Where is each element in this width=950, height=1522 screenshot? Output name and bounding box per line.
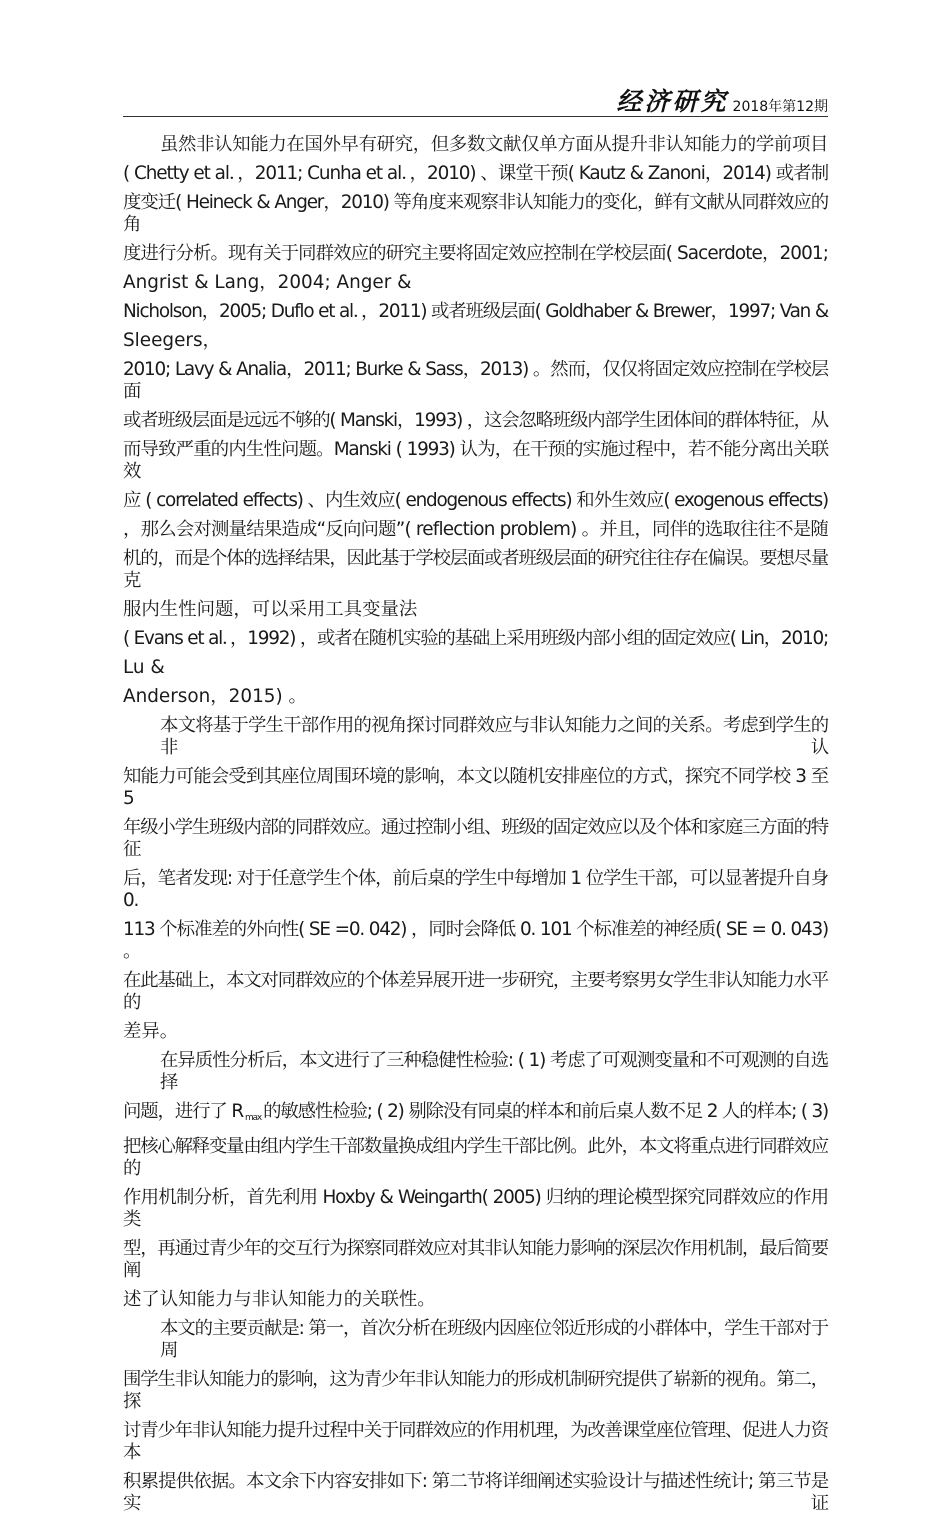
running-header	[617, 88, 828, 116]
text-segment: 的敏感性检验; ( 2) 剔除没有同桌的样本和前后桌人数不足 2 人的样本; ( 3)	[262, 1101, 829, 1122]
article-body	[123, 134, 828, 1522]
text-line: Anderson，2015) 。	[123, 686, 307, 707]
text-line: ( Evans et al．，1992) ，或者在随机实验的基础上采用班级内部小组的固定效应( Lin，2010;	[123, 628, 828, 649]
subscript: max	[244, 1113, 261, 1123]
text-line: 作用机制分析，首先利用 Hoxby & Weingarth( 2005) 归纳的理论模型探究同群效应的作用类	[123, 1187, 828, 1230]
text-line: 积累提供依据。本文余下内容安排如下: 第二节将详细阐述实验设计与描述性统计; 第三节是实证	[123, 1471, 828, 1514]
text-line: 述了认知能力与非认知能力的关联性。	[123, 1289, 436, 1310]
text-line: 2010; Lavy & Analia，2011; Burke & Sass，2013) 。然而，仅仅将固定效应控制在学校层面	[123, 359, 828, 402]
text-line: 年级小学生班级内部的同群效应。通过控制小组、班级的固定效应以及个体和家庭三方面的特征	[123, 817, 828, 860]
text-line: 在此基础上，本文对同群效应的个体差异展开进一步研究，主要考察男女学生非认知能力水平的	[123, 970, 828, 1013]
text-line: 虽然非认知能力在国外早有研究，但多数文献仅单方面从提升非认知能力的学前项目	[160, 134, 828, 155]
text-line: 度变迁( Heineck & Anger，2010) 等角度来观察非认知能力的变化，鲜有文献从同群效应的角	[123, 192, 828, 235]
text-line: 知能力可能会受到其座位周围环境的影响，本文以随机安排座位的方式，探究不同学校 3 至 5	[123, 766, 828, 809]
header-rule	[123, 116, 828, 117]
text-line: 本文将基于学生干部作用的视角探讨同群效应与非认知能力之间的关系。考虑到学生的非认	[160, 715, 828, 758]
text-line	[123, 1101, 828, 1129]
text-line: 113 个标准差的外向性( SE =0. 042) ，同时会降低 0. 101 个标准差的神经质( SE = 0. 043) 。	[123, 919, 828, 962]
paragraph	[123, 1050, 828, 1311]
text-line: Angrist & Lang，2004; Anger &	[123, 272, 412, 293]
text-line: ，那么会对测量结果造成“反向问题”( reflection problem) 。并且，同伴的选取往往不是随	[123, 519, 828, 540]
text-line: 在异质性分析后，本文进行了三种稳健性检验: ( 1) 考虑了可观测变量和不可观测的自选择	[160, 1050, 828, 1093]
paragraph	[123, 1318, 828, 1515]
text-line: Lu &	[123, 657, 165, 678]
text-line: 度进行分析。现有关于同群效应的研究主要将固定效应控制在学校层面( Sacerdote，2001;	[123, 243, 828, 264]
text-line: Sleegers，	[123, 330, 221, 351]
text-line: ( Chetty et al．，2011; Cunha et al．，2010) 、课堂干预( Kautz & Zanoni，2014) 或者制	[123, 163, 828, 184]
text-segment: 问题，进行了 R	[123, 1101, 243, 1122]
text-line: 而导致严重的内生性问题。Manski ( 1993) 认为，在干预的实施过程中，若不能分离出关联效	[123, 439, 828, 482]
text-line: 服内生性问题，可以采用工具变量法	[123, 599, 418, 620]
text-line: 或者班级层面是远远不够的( Manski，1993) ，这会忽略班级内部学生团体间的群体特征，从	[123, 410, 828, 431]
text-line: 型，再通过青少年的交互行为探察同群效应对其非认知能力影响的深层次作用机制，最后简要阐	[123, 1238, 828, 1281]
text-line: 把核心解释变量由组内学生干部数量换成组内学生干部比例。此外，本文将重点进行同群效应的	[123, 1136, 828, 1179]
text-line: 差异。	[123, 1021, 179, 1042]
journal-logo: 经济研究	[616, 87, 729, 116]
text-line: 后，笔者发现: 对于任意学生个体，前后桌的学生中每增加 1 位学生干部，可以显著提升自身 0.	[123, 868, 828, 911]
issue-label: 2018年第12期	[732, 99, 828, 115]
text-line: Nicholson，2005; Duflo et al．，2011) 或者班级层面( Goldhaber & Brewer，1997; Van &	[123, 301, 828, 322]
text-line: 讨青少年非认知能力提升过程中关于同群效应的作用机理，为改善课堂座位管理、促进人力资本	[123, 1420, 828, 1463]
paragraph	[123, 715, 828, 1043]
text-line: 本文的主要贡献是: 第一，首次分析在班级内因座位邻近形成的小群体中，学生干部对于周	[160, 1318, 828, 1361]
text-line: 围学生非认知能力的影响，这为青少年非认知能力的形成机制研究提供了崭新的视角。第二，探	[123, 1369, 828, 1412]
paragraph	[123, 134, 828, 708]
text-line: 机的，而是个体的选择结果，因此基于学校层面或者班级层面的研究往往存在偏误。要想尽量克	[123, 548, 828, 591]
text-line: 应 ( correlated effects) 、内生效应( endogenous effects) 和外生效应( exogenous effects)	[123, 490, 828, 511]
